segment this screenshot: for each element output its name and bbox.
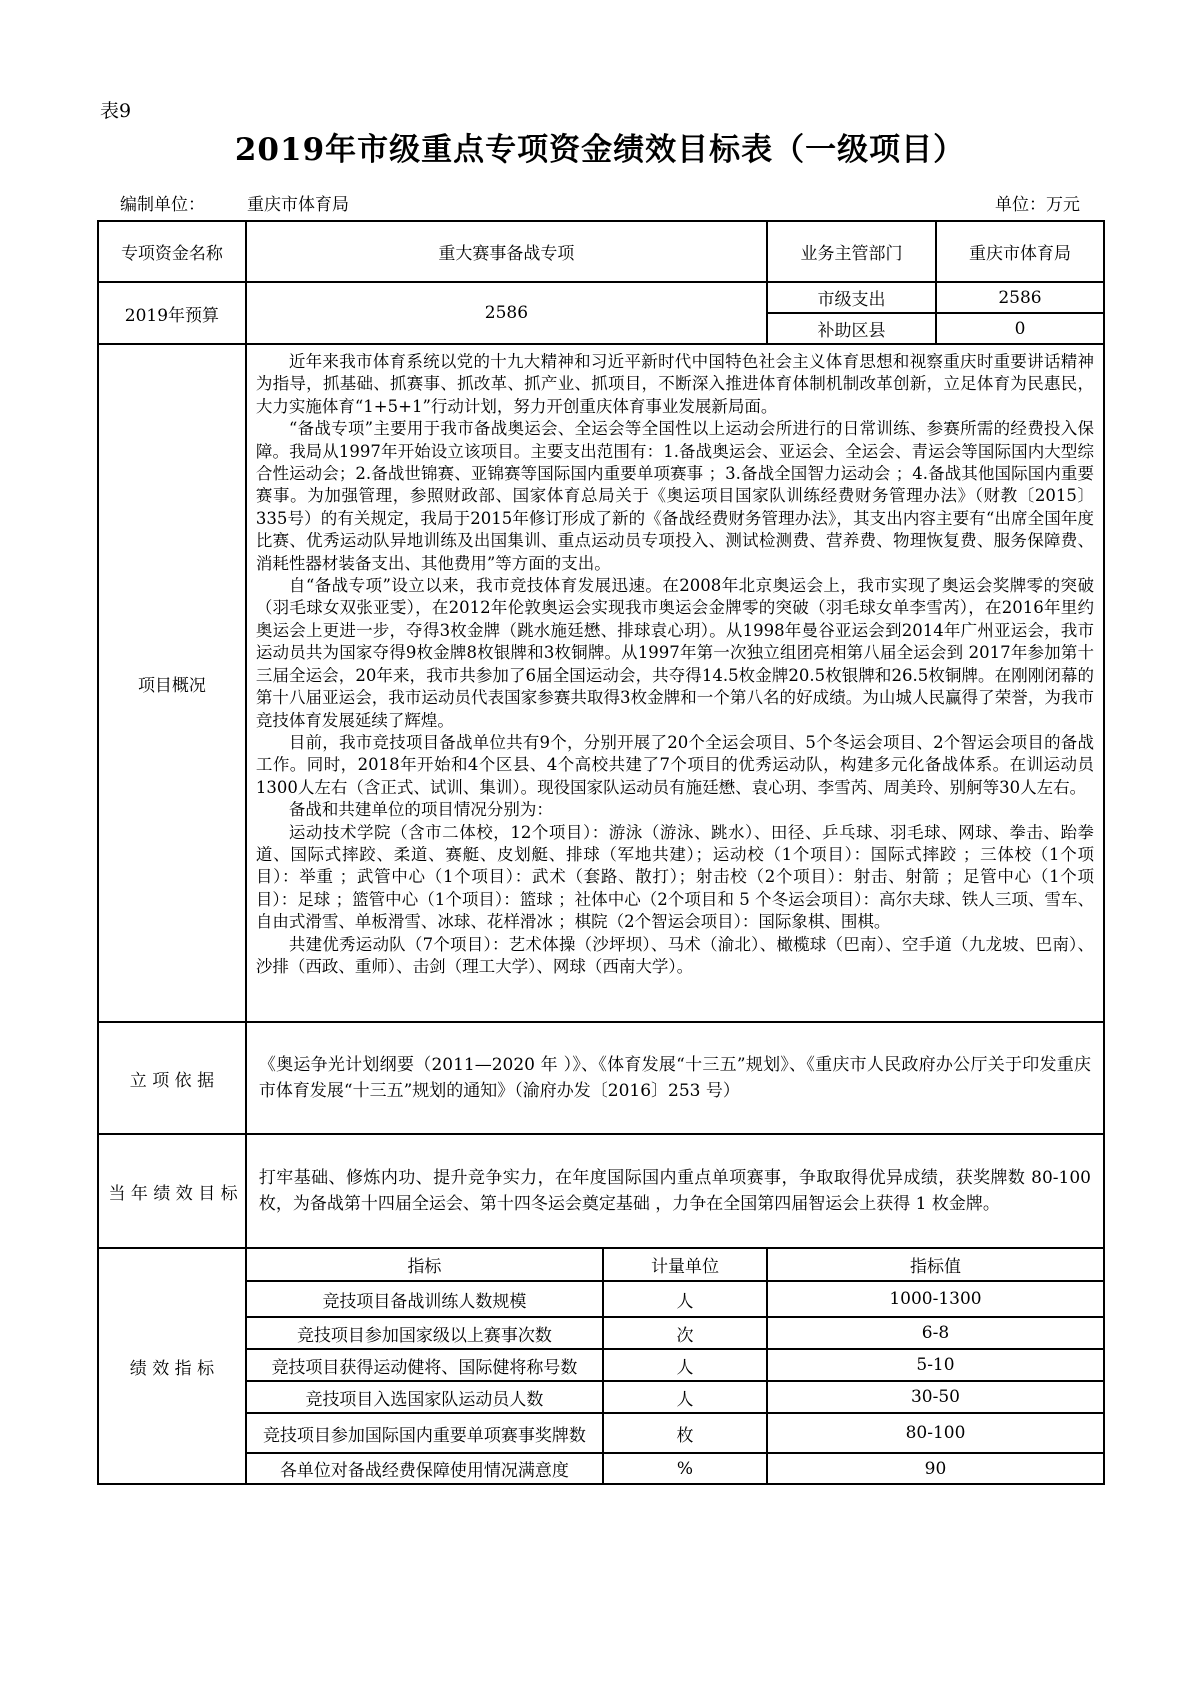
budget-value: 2586: [246, 282, 767, 344]
indicator-name: 竞技项目获得运动健将、国际健将称号数: [246, 1349, 603, 1381]
indicator-value: 6-8: [767, 1317, 1104, 1349]
overview-text: [246, 344, 1104, 1022]
fund-name-row: [98, 221, 1104, 282]
page-title: 2019年市级重点专项资金绩效目标表（一级项目）: [234, 132, 966, 168]
indicator-value: 5-10: [767, 1349, 1104, 1381]
basis-label: 立项依据: [98, 1022, 246, 1134]
indicator-value: 30-50: [767, 1381, 1104, 1413]
annual-goal-row: [98, 1134, 1104, 1248]
indicator-unit: 次: [603, 1317, 767, 1349]
city-expense-value: 2586: [936, 282, 1104, 313]
indicators-label: 绩效指标: [98, 1248, 246, 1484]
overview-paragraph: 备战和共建单位的项目情况分别为：: [288, 800, 553, 820]
unit-note: 单位：万元: [995, 195, 1080, 215]
indicator-header-value: 指标值: [767, 1248, 1104, 1281]
annual-goal-label: 当年绩效目标: [98, 1134, 246, 1248]
performance-target-table: [97, 220, 1105, 1485]
indicator-row: [98, 1381, 1104, 1413]
indicator-header-row: [98, 1248, 1104, 1281]
prepared-by: [120, 190, 349, 215]
indicator-name: 各单位对备战经费保障使用情况满意度: [246, 1453, 603, 1484]
indicator-unit: 枚: [603, 1413, 767, 1453]
overview-row: [98, 344, 1104, 1022]
basis-text: 《奥运争光计划纲要（2011—2020 年 ）》、《体育发展“十三五”规划》、《重庆市人民政府办公厅关于印发重庆市体育发展“十三五”规划的通知》（渝府办发〔2016〕253 号）: [246, 1022, 1104, 1134]
dept-label: 业务主管部门: [767, 221, 936, 282]
indicator-header-unit: 计量单位: [603, 1248, 767, 1281]
indicator-row: [98, 1349, 1104, 1381]
indicator-name: 竞技项目入选国家队运动员人数: [246, 1381, 603, 1413]
overview-paragraph: 自“备战专项”设立以来，我市竞技体育发展迅速。在2008年北京奥运会上，我市实现了奥运会奖牌零的突破（羽毛球女双张亚雯），在2012年伦敦奥运会实现我市奥运会金牌零的突破（羽毛球女单李雪芮），在2016年里约奥运会上更进一步，夺得3枚金牌（跳水施廷懋、排球袁心玥）。从1998年曼谷亚运会到2014年广州亚运会，我市运动员共为国家夺得9枚金牌8枚银牌和3枚铜牌。从1997年第一次独立组团亮相第八届全运会到 2017年参加第十三届全运会，20年来，我市共参加了6届全国运动会，共夺得14.5枚金牌20.5枚银牌和26.5枚铜牌。在刚刚闭幕的第十八届亚运会，我市运动员代表国家参赛共取得3枚金牌和一个第八名的好成绩。为山城人民赢得了荣誉，为我市竞技体育发展延续了辉煌。: [255, 576, 1094, 730]
indicator-row: [98, 1281, 1104, 1317]
indicator-header-name: 指标: [246, 1248, 603, 1281]
annual-goal-text: 打牢基础、修炼内功、提升竞争实力，在年度国际国内重点单项赛事，争取取得优异成绩，获奖牌数 80-100枚，为备战第十四届全运会、第十四冬运会奠定基础 ，力争在全国第四届智运会上获得 1 枚金牌。: [246, 1134, 1104, 1248]
indicator-row: [98, 1453, 1104, 1484]
indicator-name: 竞技项目参加国际国内重要单项赛事奖牌数: [246, 1413, 603, 1453]
indicator-value: 1000-1300: [767, 1281, 1104, 1317]
subsidy-value: 0: [936, 313, 1104, 344]
budget-label: 2019年预算: [98, 282, 246, 344]
overview-label: 项目概况: [98, 344, 246, 1022]
overview-paragraph: 目前，我市竞技项目备战单位共有9个，分别开展了20个全运会项目、5个冬运会项目、2个智运会项目的备战工作。同时，2018年开始和4个区县、4个高校共建了7个项目的优秀运动队，构建多元化备战体系。在训运动员1300人左右（含正式、试训、集训）。现役国家队运动员有施廷懋、袁心玥、李雪芮、周美玲、别舸等30人左右。: [255, 732, 1094, 797]
indicator-value: 90: [767, 1453, 1104, 1484]
basis-row: [98, 1022, 1104, 1134]
indicator-unit: 人: [603, 1349, 767, 1381]
overview-paragraph: 近年来我市体育系统以党的十九大精神和习近平新时代中国特色社会主义体育思想和视察重庆时重要讲话精神为指导，抓基础、抓赛事、抓改革、抓产业、抓项目，不断深入推进体育体制机制改革创新，立足体育为民惠民，大力实施体育“1+5+1”行动计划，努力开创重庆体育事业发展新局面。: [255, 352, 1094, 416]
fund-name-value: 重大赛事备战专项: [246, 221, 767, 282]
prepared-by-label: 编制单位：: [120, 195, 205, 215]
indicator-unit: %: [603, 1453, 767, 1484]
table-number: 表9: [100, 100, 132, 122]
indicator-name: 竞技项目备战训练人数规模: [246, 1281, 603, 1317]
indicator-name: 竞技项目参加国家级以上赛事次数: [246, 1317, 603, 1349]
dept-value: 重庆市体育局: [936, 221, 1104, 282]
fund-name-label: 专项资金名称: [98, 221, 246, 282]
indicator-unit: 人: [603, 1381, 767, 1413]
budget-row: [98, 282, 1104, 313]
indicator-row: [98, 1413, 1104, 1453]
overview-paragraph: 共建优秀运动队（7个项目）：艺术体操（沙坪坝）、马术（渝北）、橄榄球（巴南）、空手道（九龙坡、巴南）、沙排（西政、重师）、击剑（理工大学）、网球（西南大学）。: [255, 934, 1094, 976]
indicator-row: [98, 1317, 1104, 1349]
prepared-by-value: 重庆市体育局: [247, 195, 349, 215]
indicator-value: 80-100: [767, 1413, 1104, 1453]
indicator-unit: 人: [603, 1281, 767, 1317]
overview-paragraph: 运动技术学院（含市二体校，12个项目）：游泳（游泳、跳水）、田径、乒乓球、羽毛球、网球、拳击、跆拳道、国际式摔跤、柔道、赛艇、皮划艇、排球（军地共建）；运动校（1个项目）：国际式摔跤 ；三体校（1个项目）：举重 ；武管中心（1个项目）：武术（套路、散打）；射击校（2个项目）：射击、射箭 ；足管中心（1个项目）：足球 ；篮管中心（1个项目）：篮球 ；社体中心（2个项目和 5 个冬运会项目）：高尔夫球、铁人三项、雪车、自由式滑雪、单板滑雪、冰球、花样滑冰 ；棋院（2个智运会项目）：国际象棋、围棋。: [255, 822, 1094, 932]
overview-paragraph: “备战专项”主要用于我市备战奥运会、全运会等全国性以上运动会所进行的日常训练、参赛所需的经费投入保障。我局从1997年开始设立该项目。主要支出范围有：1.备战奥运会、亚运会、全运会、青运会等国际国内大型综合性运动会；2.备战世锦赛、亚锦赛等国际国内重要单项赛事 ；3.备战全国智力运动会 ；4.备战其他国际国内重要赛事。为加强管理，参照财政部、国家体育总局关于《奥运项目国家队训练经费财务管理办法》（财教〔2015〕335号）的有关规定，我局于2015年修订形成了新的《备战经费财务管理办法》，其支出内容主要有“出席全国年度比赛、优秀运动队异地训练及出国集训、重点运动员专项投入、测试检测费、营养费、物理恢复费、服务保障费、消耗性器材装备支出、其他费用”等方面的支出。: [255, 419, 1094, 573]
subsidy-label: 补助区县: [767, 313, 936, 344]
city-expense-label: 市级支出: [767, 282, 936, 313]
meta-row: [120, 190, 1080, 215]
